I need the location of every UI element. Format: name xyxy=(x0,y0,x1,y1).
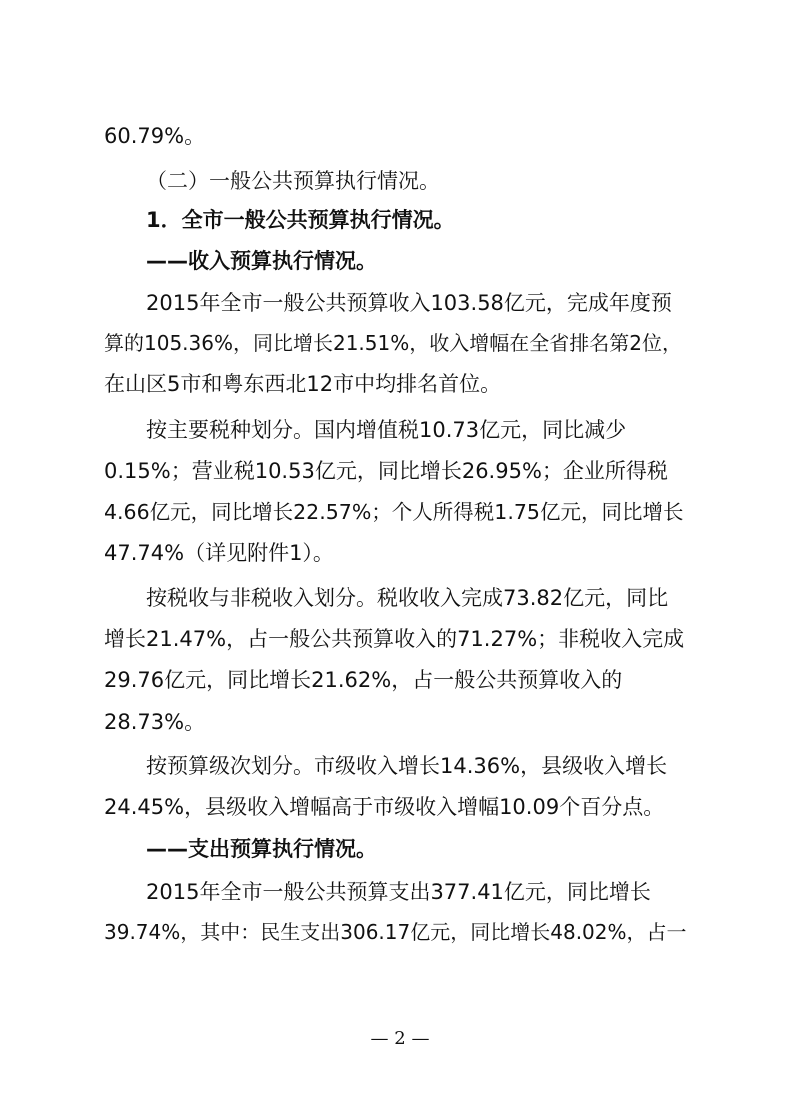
paragraph-line: 0.15%；营业税10.53亿元，同比增长26.95%；企业所得税 xyxy=(104,459,668,483)
text-line: 60.79%。 xyxy=(104,124,206,148)
subheading-income: ——收入预算执行情况。 xyxy=(146,249,377,273)
paragraph-line: 在山区5市和粤东西北12市中均排名首位。 xyxy=(104,372,502,396)
paragraph-line: 按预算级次划分。市级收入增长14.36%，县级收入增长 xyxy=(146,754,668,778)
paragraph-line: 28.73%。 xyxy=(104,710,206,734)
section-heading: （二）一般公共预算执行情况。 xyxy=(146,169,440,193)
paragraph-line: 算的105.36%，同比增长21.51%，收入增幅在全省排名第2位， xyxy=(104,331,682,355)
paragraph-line: 47.74%（详见附件1）。 xyxy=(104,541,334,565)
paragraph-line: 2015年全市一般公共预算收入103.58亿元，完成年度预 xyxy=(146,291,672,315)
paragraph-line: 按主要税种划分。国内增值税10.73亿元，同比减少 xyxy=(146,418,627,442)
paragraph-line: 39.74%，其中：民生支出306.17亿元，同比增长48.02%，占一 xyxy=(104,920,687,944)
paragraph-line: 增长21.47%，占一般公共预算收入的71.27%；非税收入完成 xyxy=(104,627,685,651)
paragraph-line: 4.66亿元，同比增长22.57%；个人所得税1.75亿元，同比增长 xyxy=(104,500,684,524)
paragraph-line: 29.76亿元，同比增长21.62%，占一般公共预算收入的 xyxy=(104,668,623,692)
paragraph-line: 按税收与非税收入划分。税收收入完成73.82亿元，同比 xyxy=(146,586,669,610)
paragraph-line: 2015年全市一般公共预算支出377.41亿元，同比增长 xyxy=(146,880,651,904)
paragraph-line: 24.45%，县级收入增幅高于市级收入增幅10.09个百分点。 xyxy=(104,795,665,819)
page-number: — 2 — xyxy=(370,1028,430,1049)
subheading-expenditure: ——支出预算执行情况。 xyxy=(146,837,377,861)
subsection-heading: 1．全市一般公共预算执行情况。 xyxy=(146,208,455,232)
